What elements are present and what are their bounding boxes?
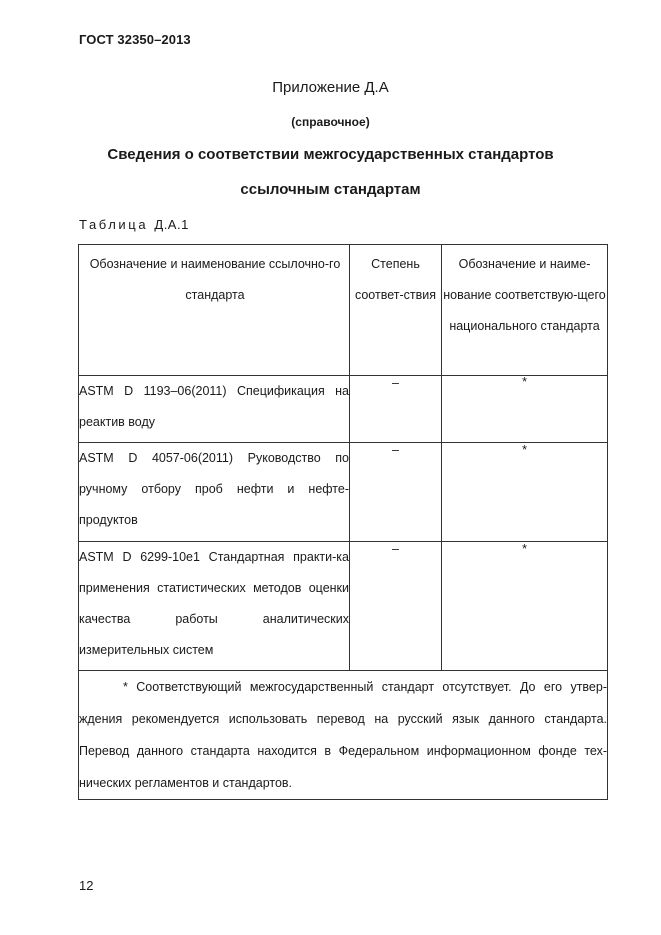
reference-standard-cell: ASTM D 4057-06(2011) Руководство по ручному отбору проб нефти и нефте-продуктов bbox=[79, 443, 350, 542]
reference-standard-cell: ASTM D 6299-10е1 Стандартная практи-ка применения статистических методов оценки качества работы аналитических измерительных систем bbox=[79, 542, 350, 671]
table-footnote bbox=[79, 671, 608, 800]
degree-cell: – bbox=[350, 443, 442, 542]
national-standard-cell: * bbox=[442, 443, 608, 542]
table-row bbox=[79, 443, 608, 542]
degree-cell: – bbox=[350, 376, 442, 443]
national-standard-cell: * bbox=[442, 542, 608, 671]
column-header-reference-standard: Обозначение и наименование ссылочно-го стандарта bbox=[79, 245, 350, 376]
column-header-national-standard: Обозначение и наиме-нование соответствую-щего национального стандарта bbox=[442, 245, 608, 376]
table-footnote-row bbox=[79, 671, 608, 800]
degree-cell: – bbox=[350, 542, 442, 671]
standards-correspondence-table bbox=[78, 244, 608, 800]
annex-heading-line1: Сведения о соответствии межгосударственных стандартов bbox=[107, 146, 554, 163]
annex-heading-line2: ссылочным стандартам bbox=[240, 181, 421, 198]
table-row bbox=[79, 376, 608, 443]
annex-type: (справочное) bbox=[291, 115, 370, 129]
footnote-text: * Соответствующий межгосударственный стандарт отсутствует. До его утвер-ждения рекомендуется использовать перевод на русский язык данного стандарта. Перевод данного стандарта находится в Федеральном информационном фонде тех-нических регламентов и стандартов. bbox=[79, 680, 607, 790]
reference-standard-cell: ASTM D 1193–06(2011) Спецификация на реактив воду bbox=[79, 376, 350, 443]
national-standard-cell: * bbox=[442, 376, 608, 443]
table-caption-prefix: Таблица bbox=[79, 217, 149, 232]
table-caption bbox=[79, 217, 189, 232]
document-code: ГОСТ 32350–2013 bbox=[79, 32, 191, 47]
table-header-row bbox=[79, 245, 608, 376]
table-row bbox=[79, 542, 608, 671]
page-number: 12 bbox=[79, 878, 94, 893]
table-caption-number: Д.А.1 bbox=[154, 217, 189, 232]
column-header-degree: Степень соответ-ствия bbox=[350, 245, 442, 376]
annex-title: Приложение Д.А bbox=[272, 79, 389, 96]
